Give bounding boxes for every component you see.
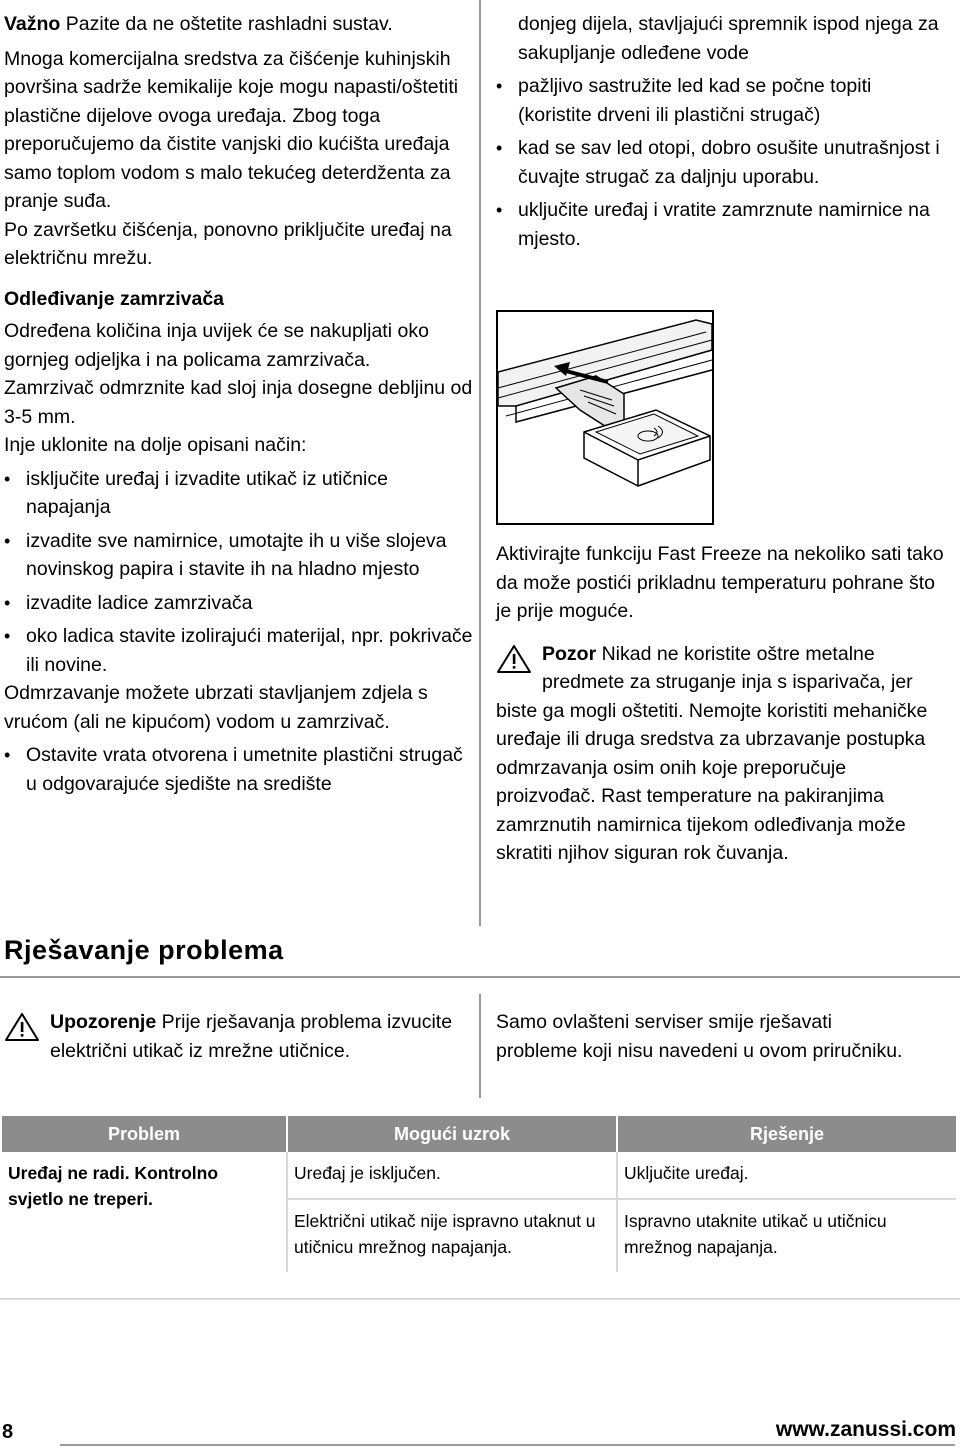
scraper-illustration <box>496 310 714 525</box>
header-problem: Problem <box>2 1116 287 1152</box>
frost-paragraph: Određena količina inja uvijek će se nakupljati oko gornjeg odjeljka i na policama zamrzivača. <box>4 320 429 371</box>
continued-paragraph: donjeg dijela, stavljajući spremnik ispod njega za sakupljanje odleđene vode <box>518 13 939 64</box>
warning-paragraph <box>4 1008 466 1065</box>
caution-text: Nikad ne koristite oštre metalne predmete za struganje inja s isparivača, jer biste ga mogli oštetiti. Nemojte koristiti mehaničke uređaje ili druga sredstva za ubrzavanje postupka odmrzavanja osim onih koje preporučuje proizvođač. Rast temperature na pakiranjima zamrznutih namirnica tijekom odleđivanja može skratiti njihov siguran rok čuvanja. <box>496 642 928 864</box>
cause-cell: Uređaj je isključen. <box>287 1152 617 1199</box>
website-link[interactable]: www.zanussi.com <box>775 1418 956 1441</box>
solution-cell: Ispravno utaknite utikač u utičnicu mrežnog napajanja. <box>617 1199 956 1272</box>
page-number: 8 <box>2 1421 14 1443</box>
defrost-steps-list-2 <box>4 741 474 798</box>
thickness-paragraph: Zamrzivač odmrznite kad sloj inja dosegne debljinu od 3-5 mm. <box>4 377 473 428</box>
list-item: • Ostavite vrata otvorena i umetnite plastični strugač u odgovarajuće sjedište na središte <box>4 741 474 798</box>
left-column <box>4 10 474 798</box>
solution-cell: Uključite uređaj. <box>617 1152 956 1199</box>
service-note <box>496 1008 916 1065</box>
important-text: Pazite da ne oštetite rashladni sustav. <box>60 13 393 35</box>
warning-text: Prije rješavanja problema izvucite električni utikač iz mrežne utičnice. <box>50 1011 453 1062</box>
list-item: • isključite uređaj i izvadite utikač iz utičnice napajanja <box>4 465 474 522</box>
troubleshooting-table <box>2 1116 956 1272</box>
warning-triangle-icon <box>496 644 532 674</box>
reconnect-paragraph: Po završetku čišćenja, ponovno priključite uređaj na električnu mrežu. <box>4 218 452 269</box>
caution-label: Pozor <box>542 642 597 665</box>
section-rule <box>0 976 960 978</box>
header-solution: Rješenje <box>617 1116 956 1152</box>
table-header-row <box>2 1116 956 1152</box>
defrost-steps-list <box>4 465 474 680</box>
caution-paragraph <box>496 640 946 868</box>
table-row <box>2 1152 956 1199</box>
list-item: • izvadite ladice zamrzivača <box>4 589 474 618</box>
table-bottom-rule <box>0 1298 960 1300</box>
right-column-lower <box>496 540 946 868</box>
cleaning-paragraph: Mnoga komercijalna sredstva za čišćenje kuhinjskih površina sadrže kemikalije koje mogu napasti/oštetiti plastične dijelove ovoga uređaja. Zbog toga preporučujemo da čistite vanjski dio kućišta uređaja samo toplom vodom s malo tekućeg deterdženta za pranje suđa. <box>4 47 459 212</box>
list-item: • izvadite sve namirnice, umotajte ih u više slojeva novinskog papira i stavite ih na hladno mjesto <box>4 527 474 584</box>
list-item: • kad se sav led otopi, dobro osušite unutrašnjost i čuvajte strugač za daljnju uporabu. <box>496 134 946 191</box>
cause-cell: Električni utikač nije ispravno utaknut u utičnicu mrežnog napajanja. <box>287 1199 617 1272</box>
problem-cell: Uređaj ne radi. Kontrolno svjetlo ne treperi. <box>8 1163 219 1209</box>
service-note-text: Samo ovlašteni serviser smije rješavati probleme koji nisu navedeni u ovom priručniku. <box>496 1011 903 1062</box>
troubleshooting-warning <box>4 1008 466 1065</box>
method-paragraph: Inje uklonite na dolje opisani način: <box>4 434 307 456</box>
caution-block <box>496 640 946 868</box>
speed-up-paragraph: Odmrzavanje možete ubrzati stavljanjem zdjela s vrućom (ali ne kipućom) vodom u zamrzivač. <box>4 682 428 733</box>
right-column <box>496 10 946 253</box>
defrost-heading: Odleđivanje zamrzivača <box>4 287 225 310</box>
warning-label: Upozorenje <box>50 1011 157 1033</box>
list-item: • pažljivo sastružite led kad se počne topiti (koristite drveni ili plastični strugač) <box>496 72 946 129</box>
troubleshooting-heading: Rješavanje problema <box>4 935 284 965</box>
fast-freeze-paragraph: Aktivirajte funkciju Fast Freeze na nekoliko sati tako da može postići prikladnu temperaturu pohrane što je prije moguće. <box>496 543 944 622</box>
scrape-steps-list <box>496 72 946 253</box>
important-label: Važno <box>4 13 61 35</box>
important-note <box>4 10 474 39</box>
list-item: • uključite uređaj i vratite zamrznute namirnice na mjesto. <box>496 196 946 253</box>
list-item: • oko ladica stavite izolirajući materijal, npr. pokrivače ili novine. <box>4 622 474 679</box>
warning-triangle-icon <box>4 1012 40 1042</box>
column-divider-top <box>479 0 481 926</box>
column-divider-bottom <box>479 994 481 1098</box>
header-cause: Mogući uzrok <box>287 1116 617 1152</box>
